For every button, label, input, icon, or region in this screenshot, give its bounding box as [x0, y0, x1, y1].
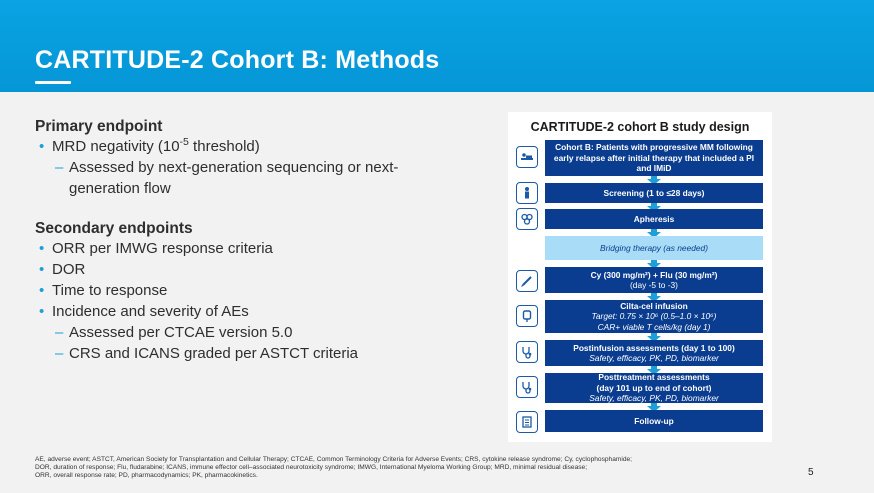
- secondary-sub: – CRS and ICANS graded per ASTCT criteria: [55, 343, 495, 364]
- primary-endpoint-bullet: • MRD negativity ($10^{-5}$ threshold): [39, 136, 495, 157]
- secondary-bullet: • DOR: [39, 259, 495, 280]
- stethoscope-icon: [516, 341, 538, 363]
- step-conditioning: Cy (300 mg/m²) + Flu (30 mg/m²) (day -5 to -3): [545, 267, 763, 293]
- abbreviations-footnote: AE, adverse event; ASTCT, American Society for Transplantation and Cellular Therapy; CTCAE, Common Terminology Criteria for Adverse Events; CRS, cytokine release syndrome; Cy, cyclophosphamide; DOR, duration of response; Flu, fludarabine; ICANS, immune effector cell–associated neurotoxicity syndrome; IMWG, International Myeloma Working Group; MRD, minimal residual disease; ORR, overall response rate; PD, pharmacodynamics; PK, pharmacokinetics.: [35, 456, 632, 480]
- endpoints-text: [35, 118, 495, 364]
- step-cilta-cel-infusion: Cilta-cel infusion Target: 0.75 × 10⁶ (0.5–1.0 × 10⁶) CAR+ viable T cells/kg (day 1): [545, 300, 763, 333]
- step-bridging-therapy: Bridging therapy (as needed): [545, 236, 763, 260]
- primary-endpoint-sub: – Assessed by next-generation sequencing or next-generation flow: [55, 157, 409, 199]
- study-design-panel: [508, 112, 772, 442]
- patient-bed-icon: [516, 146, 538, 168]
- secondary-bullet: • Time to response: [39, 280, 495, 301]
- step-postinfusion-assessments: Postinfusion assessments (day 1 to 100) Safety, efficacy, PK, PD, biomarker: [545, 340, 763, 366]
- stethoscope-icon: [516, 376, 538, 398]
- slide-title: CARTITUDE-2 Cohort B: Methods: [35, 46, 440, 74]
- blood-cells-icon: [516, 208, 538, 230]
- secondary-endpoints-heading: Secondary endpoints: [35, 220, 193, 237]
- clipboard-icon: [516, 411, 538, 433]
- title-underline: [35, 81, 71, 84]
- secondary-bullet: • Incidence and severity of AEs: [39, 301, 495, 322]
- syringe-icon: [516, 270, 538, 292]
- step-screening: Screening (1 to ≤28 days): [545, 183, 763, 203]
- step-posttreatment-assessments: Posttreatment assessments (day 101 up to end of cohort) Safety, efficacy, PK, PD, biomarker: [545, 373, 763, 403]
- step-cohort-b: Cohort B: Patients with progressive MM following early relapse after initial therapy that included a PI and IMiD: [545, 140, 763, 176]
- primary-endpoint-heading: Primary endpoint: [35, 118, 163, 135]
- page-number: 5: [808, 467, 814, 478]
- step-follow-up: Follow-up: [545, 410, 763, 432]
- step-apheresis: Apheresis: [545, 209, 763, 229]
- title-bar: [0, 0, 874, 92]
- study-design-title: CARTITUDE-2 cohort B study design: [530, 120, 750, 134]
- secondary-bullet: • ORR per IMWG response criteria: [39, 238, 495, 259]
- person-screening-icon: [516, 182, 538, 204]
- secondary-sub: – Assessed per CTCAE version 5.0: [55, 322, 495, 343]
- iv-bag-icon: [516, 305, 538, 327]
